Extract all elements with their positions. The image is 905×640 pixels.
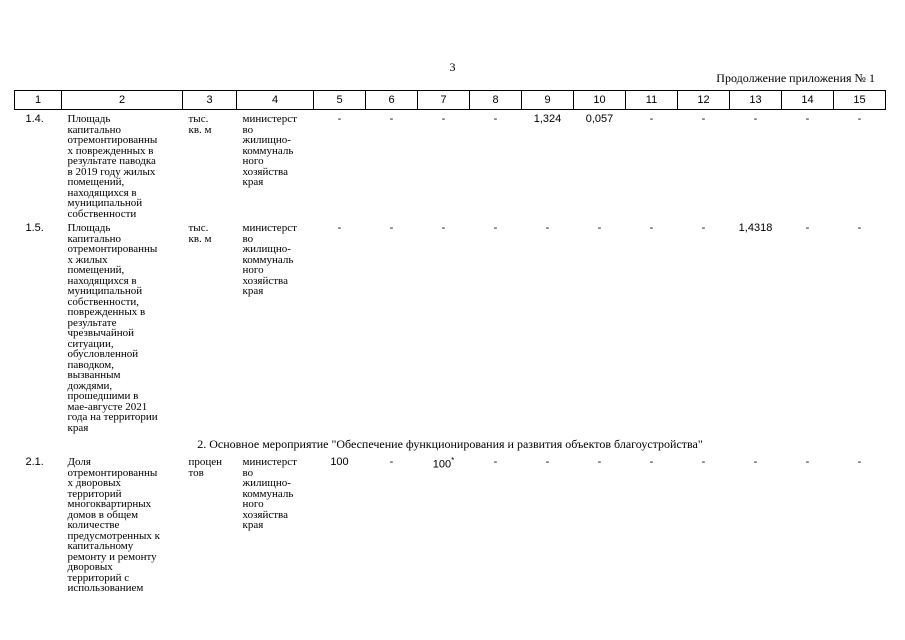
indicators-table <box>14 90 886 594</box>
value-cell: - <box>805 222 810 234</box>
responsible-executor: министерст во жилищно- коммуналь ного хозяйства края <box>242 456 297 531</box>
value-cell: - <box>857 456 862 468</box>
value-cell: 1,4318 <box>738 222 773 234</box>
value-cell: - <box>857 222 862 234</box>
value-cell: - <box>753 456 758 468</box>
value-cell: - <box>337 222 342 234</box>
responsible-executor: министерст во жилищно- коммуналь ного хозяйства края <box>242 113 297 188</box>
value-cell: - <box>389 456 394 468</box>
value-cell: - <box>701 222 706 234</box>
value-cell: - <box>441 113 446 125</box>
column-header: 3 <box>183 91 237 110</box>
value-cell: - <box>649 222 654 234</box>
value-text: 100 <box>432 458 452 471</box>
value-cell: - <box>389 222 394 234</box>
value-cell: - <box>545 456 550 468</box>
responsible-executor: министерст во жилищно- коммуналь ного хозяйства края <box>242 222 297 297</box>
column-number-header <box>15 91 886 110</box>
column-header: 12 <box>678 91 730 110</box>
section-heading: 2. Основное мероприятие "Обеспечение функционирования и развития объектов благоустройства" <box>197 437 703 451</box>
value-cell: - <box>753 113 758 125</box>
row-number: 2.1. <box>25 456 44 468</box>
column-header: 6 <box>366 91 418 110</box>
value-cell: - <box>493 222 498 234</box>
table-row <box>15 219 886 433</box>
column-header: 14 <box>782 91 834 110</box>
column-header: 2 <box>62 91 183 110</box>
value-cell: - <box>597 222 602 234</box>
row-number: 1.5. <box>25 222 44 234</box>
indicator-name: Доля отремонтированны х дворовых территорий многоквартирных домов в общем количестве предусмотренных к капитальному ремонту и ремонту дворовых территорий с использованием <box>67 456 161 594</box>
column-header: 5 <box>314 91 366 110</box>
value-cell: - <box>805 113 810 125</box>
value-cell: 100 <box>330 456 349 468</box>
unit-of-measure: тыс. кв. м <box>188 222 212 245</box>
footnote-mark: * <box>451 456 455 465</box>
indicator-name: Площадь капитально отремонтированны х жилых помещений, находящихся в муниципальной собственности, поврежденных в результате чрезвычайной ситуации, обусловленной паводком, вызванным дождями, прошедшими в мае-августе 2021 года на территории края <box>67 222 158 434</box>
continuation-label: Продолжение приложения № 1 <box>716 71 875 85</box>
value-cell: - <box>649 456 654 468</box>
page-number: 3 <box>449 60 456 74</box>
column-header: 8 <box>470 91 522 110</box>
value-cell: 1,324 <box>533 113 562 125</box>
section-heading-row <box>15 433 886 453</box>
value-cell: - <box>857 113 862 125</box>
value-cell: - <box>493 113 498 125</box>
unit-of-measure: процен тов <box>188 456 223 479</box>
column-header: 7 <box>418 91 470 110</box>
value-cell <box>418 453 470 594</box>
value-cell: - <box>389 113 394 125</box>
column-header: 4 <box>237 91 314 110</box>
table-row <box>15 110 886 220</box>
value-cell: - <box>545 222 550 234</box>
value-cell: - <box>701 113 706 125</box>
column-header: 1 <box>15 91 62 110</box>
indicator-name: Площадь капитально отремонтированны х поврежденных в результате паводка в 2019 году жилых помещений, находящихся в муниципальной собственности <box>67 113 158 220</box>
value-cell: - <box>701 456 706 468</box>
value-cell: - <box>597 456 602 468</box>
value-cell: - <box>493 456 498 468</box>
table-row <box>15 453 886 594</box>
value-cell: - <box>441 222 446 234</box>
value-cell: - <box>805 456 810 468</box>
unit-of-measure: тыс. кв. м <box>188 113 212 136</box>
column-header: 15 <box>834 91 886 110</box>
row-number: 1.4. <box>25 113 44 125</box>
value-cell: - <box>337 113 342 125</box>
column-header: 9 <box>522 91 574 110</box>
value-cell: 0,057 <box>585 113 614 125</box>
column-header: 10 <box>574 91 626 110</box>
column-header: 11 <box>626 91 678 110</box>
column-header: 13 <box>730 91 782 110</box>
value-cell: - <box>649 113 654 125</box>
